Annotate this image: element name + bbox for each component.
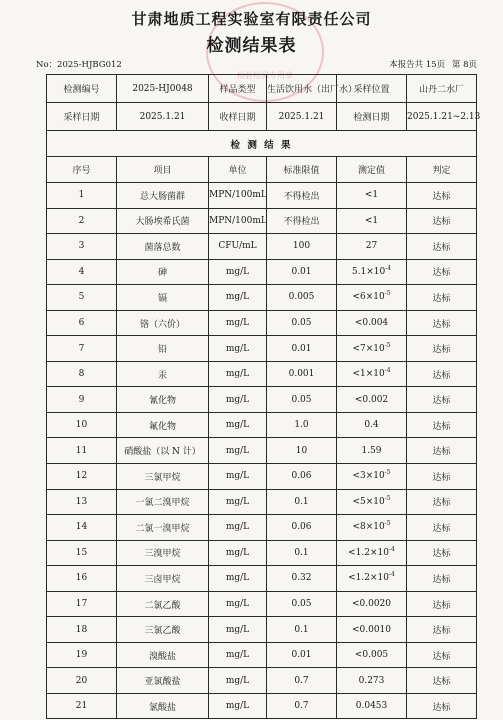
row-verdict: 达标 xyxy=(407,489,477,515)
test-date-label: 检测日期 xyxy=(337,103,407,131)
row-unit: mg/L xyxy=(209,310,267,336)
row-unit: mg/L xyxy=(209,642,267,668)
row-verdict: 达标 xyxy=(407,361,477,387)
row-value-base: 5.1×10 xyxy=(351,266,386,277)
row-limit: 0.05 xyxy=(267,387,337,413)
table-row xyxy=(47,540,477,566)
sampling-date-label: 采样日期 xyxy=(47,103,117,131)
row-value xyxy=(337,336,407,362)
row-item: 三氯甲烷 xyxy=(117,464,209,490)
page-title: 检测结果表 xyxy=(206,36,297,56)
row-limit: 1.0 xyxy=(267,412,337,438)
row-limit: 0.005 xyxy=(267,285,337,311)
page-current: 第 8页 xyxy=(451,60,477,70)
report-meta xyxy=(36,58,477,72)
row-value-base: <6×10 xyxy=(352,292,385,303)
table-row xyxy=(47,438,477,464)
row-value-base: <5×10 xyxy=(352,496,385,507)
row-verdict: 达标 xyxy=(407,668,477,694)
row-item: 菌落总数 xyxy=(117,234,209,260)
row-item: 氰化物 xyxy=(117,387,209,413)
row-item: 硝酸盐（以 N 计） xyxy=(117,438,209,464)
row-value-base: <1.2×10 xyxy=(348,573,389,584)
row-verdict: 达标 xyxy=(407,566,477,592)
table-row xyxy=(47,259,477,285)
page-count xyxy=(385,58,477,70)
row-no: 15 xyxy=(47,540,117,566)
row-value-base: <0.005 xyxy=(354,650,389,661)
row-limit: 0.01 xyxy=(267,642,337,668)
row-no: 19 xyxy=(47,642,117,668)
row-value-base: <7×10 xyxy=(352,343,385,354)
sample-no-label: 检测编号 xyxy=(47,75,117,103)
row-value xyxy=(337,438,407,464)
row-item: 砷 xyxy=(117,259,209,285)
row-no: 20 xyxy=(47,668,117,694)
row-value-base: <1 xyxy=(364,190,379,201)
row-value-exponent: -4 xyxy=(384,367,391,375)
row-unit: mg/L xyxy=(209,617,267,643)
col-no-header: 序号 xyxy=(47,157,117,183)
row-no: 10 xyxy=(47,412,117,438)
row-limit: 0.7 xyxy=(267,693,337,719)
row-value xyxy=(337,668,407,694)
row-value-exponent: -5 xyxy=(384,494,391,502)
row-verdict: 达标 xyxy=(407,412,477,438)
row-unit: mg/L xyxy=(209,387,267,413)
row-value-exponent: -5 xyxy=(384,290,391,298)
row-value xyxy=(337,234,407,260)
row-no: 3 xyxy=(47,234,117,260)
row-no: 17 xyxy=(47,591,117,617)
results-sheet xyxy=(46,74,481,719)
col-value-header: 测定值 xyxy=(337,157,407,183)
row-limit: 100 xyxy=(267,234,337,260)
row-value xyxy=(337,591,407,617)
row-limit: 0.1 xyxy=(267,489,337,515)
row-no: 1 xyxy=(47,183,117,209)
row-item: 汞 xyxy=(117,361,209,387)
row-verdict: 达标 xyxy=(407,285,477,311)
row-value xyxy=(337,361,407,387)
row-no: 8 xyxy=(47,361,117,387)
row-no: 6 xyxy=(47,310,117,336)
row-value-base: <1×10 xyxy=(352,369,385,380)
row-no: 18 xyxy=(47,617,117,643)
row-unit: MPN/100mL xyxy=(209,208,267,234)
table-row xyxy=(47,412,477,438)
row-value-base: <0.004 xyxy=(354,318,389,328)
sample-type-label: 样品类型 xyxy=(209,75,267,103)
table-row xyxy=(47,208,477,234)
col-item-header: 项目 xyxy=(117,157,209,183)
row-limit: 0.001 xyxy=(267,361,337,387)
table-row xyxy=(47,642,477,668)
row-value-exponent: -4 xyxy=(389,571,395,579)
row-no: 4 xyxy=(47,259,117,285)
location-label: 采样位置 xyxy=(337,75,407,103)
row-value-base: <0.0010 xyxy=(351,624,392,635)
row-verdict: 达标 xyxy=(407,183,477,209)
row-unit: CFU/mL xyxy=(209,234,267,260)
row-value-base: <1.2×10 xyxy=(348,547,389,558)
row-verdict: 达标 xyxy=(407,591,477,617)
test-date-value: 2025.1.21~2.13 xyxy=(407,103,477,131)
company-name: 甘肃地质工程实验室有限责任公司 xyxy=(131,10,372,28)
row-value-exponent: -4 xyxy=(389,545,395,553)
info-row-1 xyxy=(47,75,477,103)
row-limit: 不得检出 xyxy=(267,208,337,234)
row-no: 12 xyxy=(47,464,117,490)
location-value: 山丹二水厂 xyxy=(407,75,477,103)
row-limit: 0.01 xyxy=(267,336,337,362)
row-value xyxy=(337,310,407,336)
row-verdict: 达标 xyxy=(407,387,477,413)
sample-no-value: 2025-HJ0048 xyxy=(117,75,209,103)
official-seal: 检验检测专用章 xyxy=(206,2,324,102)
row-value xyxy=(337,412,407,438)
table-row xyxy=(47,489,477,515)
row-verdict: 达标 xyxy=(407,515,477,541)
row-value xyxy=(337,285,407,311)
info-row-2 xyxy=(47,103,477,131)
row-limit: 0.05 xyxy=(267,591,337,617)
row-value-base: <0.002 xyxy=(354,394,389,405)
row-unit: mg/L xyxy=(209,540,267,566)
row-value-exponent: -5 xyxy=(384,341,391,349)
row-unit: mg/L xyxy=(209,566,267,592)
row-item: 大肠埃希氏菌 xyxy=(117,208,209,234)
table-row xyxy=(47,515,477,541)
col-unit-header: 单位 xyxy=(209,157,267,183)
row-value xyxy=(337,464,407,490)
row-no: 7 xyxy=(47,336,117,362)
row-item: 铅 xyxy=(117,336,209,362)
row-limit: 不得检出 xyxy=(267,183,337,209)
row-limit: 0.1 xyxy=(267,540,337,566)
sampling-date-value: 2025.1.21 xyxy=(117,103,209,131)
row-value-base: <3×10 xyxy=(352,471,385,482)
row-item: 二氯一溴甲烷 xyxy=(117,515,209,541)
row-no: 9 xyxy=(47,387,117,413)
row-no: 5 xyxy=(47,285,117,311)
row-value xyxy=(337,489,407,515)
row-unit: mg/L xyxy=(209,438,267,464)
row-value-base: <0.0020 xyxy=(351,599,392,610)
col-limit-header: 标准限值 xyxy=(267,157,337,183)
row-item: 三溴甲烷 xyxy=(117,540,209,566)
row-verdict: 达标 xyxy=(407,540,477,566)
row-unit: mg/L xyxy=(209,464,267,490)
col-verdict-header: 判定 xyxy=(407,157,477,183)
row-verdict: 达标 xyxy=(407,259,477,285)
table-row xyxy=(47,310,477,336)
row-unit: mg/L xyxy=(209,361,267,387)
receive-date-label: 收样日期 xyxy=(209,103,267,131)
row-item: 三卤甲烷 xyxy=(117,566,209,592)
row-value-base: <1 xyxy=(364,215,379,226)
row-item: 镉 xyxy=(117,285,209,311)
table-row xyxy=(47,183,477,209)
row-unit: MPN/100mL xyxy=(209,183,267,209)
row-no: 13 xyxy=(47,489,117,515)
row-unit: mg/L xyxy=(209,412,267,438)
row-item: 溴酸盐 xyxy=(117,642,209,668)
table-row xyxy=(47,387,477,413)
row-limit: 0.05 xyxy=(267,310,337,336)
row-value-base: 27 xyxy=(365,241,378,252)
sample-type-value: 生活饮用水（出厂水） xyxy=(267,75,337,103)
results-table xyxy=(46,74,481,719)
row-limit: 0.32 xyxy=(267,566,337,592)
row-value xyxy=(337,693,407,719)
row-unit: mg/L xyxy=(209,285,267,311)
row-item: 氯酸盐 xyxy=(117,693,209,719)
row-value xyxy=(337,259,407,285)
row-no: 21 xyxy=(47,693,117,719)
row-no: 2 xyxy=(47,208,117,234)
table-row xyxy=(47,668,477,694)
row-no: 11 xyxy=(47,438,117,464)
row-unit: mg/L xyxy=(209,489,267,515)
row-item: 总大肠菌群 xyxy=(117,183,209,209)
row-verdict: 达标 xyxy=(407,642,477,668)
row-limit: 0.1 xyxy=(267,617,337,643)
row-item: 三氯乙酸 xyxy=(117,617,209,643)
row-item: 亚氯酸盐 xyxy=(117,668,209,694)
results-section-title: 检 测 结 果 xyxy=(47,131,477,157)
row-item: 氟化物 xyxy=(117,412,209,438)
table-row xyxy=(47,617,477,643)
row-value-base: <8×10 xyxy=(352,522,385,533)
row-limit: 0.7 xyxy=(267,668,337,694)
row-verdict: 达标 xyxy=(407,208,477,234)
row-unit: mg/L xyxy=(209,336,267,362)
row-limit: 0.06 xyxy=(267,464,337,490)
row-value xyxy=(337,566,407,592)
row-value-exponent: -5 xyxy=(384,520,391,528)
row-value xyxy=(337,642,407,668)
pages-total: 本报告共 15页 xyxy=(389,60,446,70)
row-item: 铬（六价） xyxy=(117,310,209,336)
row-limit: 10 xyxy=(267,438,337,464)
row-value-base: 0.0453 xyxy=(355,701,388,712)
table-row xyxy=(47,285,477,311)
row-verdict: 达标 xyxy=(407,438,477,464)
row-unit: mg/L xyxy=(209,515,267,541)
row-value-base: 1.59 xyxy=(361,445,382,456)
row-value xyxy=(337,540,407,566)
table-row xyxy=(47,591,477,617)
row-unit: mg/L xyxy=(209,259,267,285)
receive-date-value: 2025.1.21 xyxy=(267,103,337,131)
row-limit: 0.06 xyxy=(267,515,337,541)
results-section-row xyxy=(47,131,477,157)
row-unit: mg/L xyxy=(209,591,267,617)
table-row xyxy=(47,336,477,362)
row-verdict: 达标 xyxy=(407,464,477,490)
row-unit: mg/L xyxy=(209,668,267,694)
row-verdict: 达标 xyxy=(407,336,477,362)
row-value-exponent: -5 xyxy=(384,469,391,477)
row-verdict: 达标 xyxy=(407,693,477,719)
row-no: 14 xyxy=(47,515,117,541)
row-value-exponent: -4 xyxy=(385,264,392,272)
row-verdict: 达标 xyxy=(407,617,477,643)
row-value xyxy=(337,515,407,541)
row-value-base: 0.273 xyxy=(358,675,385,686)
row-value xyxy=(337,208,407,234)
table-row xyxy=(47,566,477,592)
column-header-row xyxy=(47,157,477,183)
row-value xyxy=(337,387,407,413)
report-number: No：2025-HJBG012 xyxy=(36,60,122,70)
row-value-base: 0.4 xyxy=(364,420,379,431)
table-row xyxy=(47,693,477,719)
row-verdict: 达标 xyxy=(407,234,477,260)
row-value xyxy=(337,617,407,643)
row-item: 一氯二溴甲烷 xyxy=(117,489,209,515)
row-value xyxy=(337,183,407,209)
table-row xyxy=(47,464,477,490)
row-limit: 0.01 xyxy=(267,259,337,285)
table-row xyxy=(47,361,477,387)
row-item: 二氯乙酸 xyxy=(117,591,209,617)
table-row xyxy=(47,234,477,260)
row-unit: mg/L xyxy=(209,693,267,719)
row-no: 16 xyxy=(47,566,117,592)
row-verdict: 达标 xyxy=(407,310,477,336)
